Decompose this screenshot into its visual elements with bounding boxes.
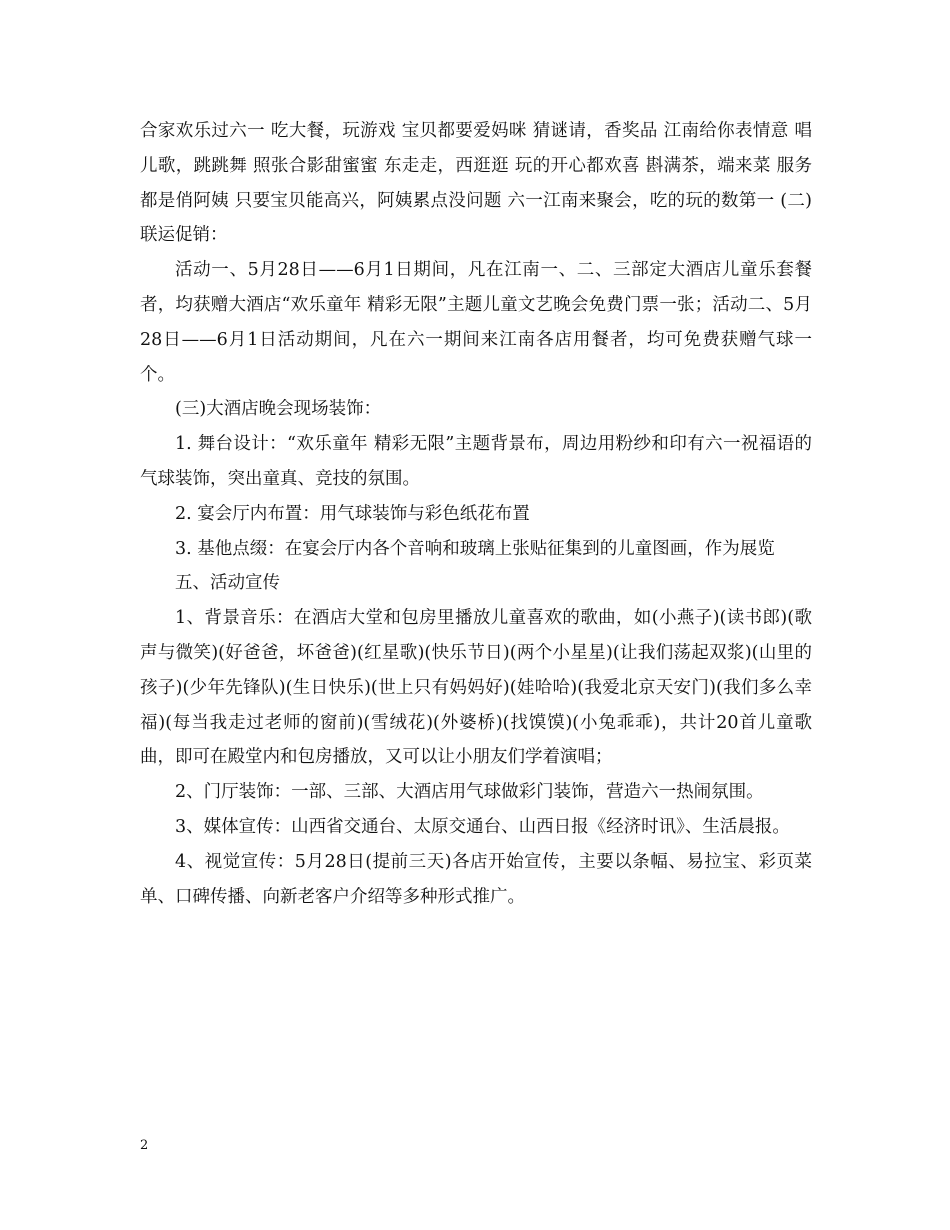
paragraph-background-music: 1、背景音乐：在酒店大堂和包房里播放儿童喜欢的歌曲，如(小燕子)(读书郎)(歌声与微笑)(好爸爸，坏爸爸)(红星歌)(快乐节日)(两个小星星)(让我们荡起双浆)(山里的孩子)(少年先锋队)(生日快乐)(世上只有妈妈好)(娃哈哈)(我爱北京天安门)(我们多么幸福)(每当我走过老师的窗前)(雪绒花)(外婆桥)(找馍馍)(小兔乖乖)，共计20首儿童歌曲，即可在殿堂内和包房播放，又可以让小朋友们学着演唱； (140, 608, 812, 768)
paragraph-children-song: 合家欢乐过六一 吃大餐，玩游戏 宝贝都要爱妈咪 猜谜请，香奖品 江南给你表情意 唱儿歌，跳跳舞 照张合影甜蜜蜜 东走走，西逛逛 玩的开心都欢喜 斟满茶，端来菜 服务都是俏阿姨 只要宝贝能高兴，阿姨累点没问题 六一江南来聚会，吃的玩的数第一 (二)联运促销： (140, 121, 812, 246)
paragraph-promotion-activities: 活动一、5月28日——6月1日期间，凡在江南一、二、三部定大酒店儿童乐套餐者，均获赠大酒店“欢乐童年 精彩无限”主题儿童文艺晚会免费门票一张；活动二、5月28日——6月1日活动期间，凡在六一期间来江南各店用餐者，均可免费获赠气球一个。 (140, 260, 812, 385)
paragraph-other-decoration: 3. 基他点缀：在宴会厅内各个音响和玻璃上张贴征集到的儿童图画，作为展览 (175, 538, 775, 559)
paragraph-visual-publicity: 4、视觉宣传：5月28日(提前三天)各店开始宣传，主要以条幅、易拉宝、彩页菜单、口碑传播、向新老客户介绍等多种形式推广。 (140, 851, 812, 907)
paragraph-stage-design: 1. 舞台设计：“欢乐童年 精彩无限”主题背景布，周边用粉纱和印有六一祝福语的气球装饰，突出童真、竞技的氛围。 (140, 434, 812, 489)
paragraph-venue-decoration-heading: (三)大酒店晚会现场装饰： (175, 399, 382, 420)
paragraph-hall-layout: 2. 宴会厅内布置：用气球装饰与彩色纸花布置 (175, 503, 530, 524)
section-heading-publicity: 五、活动宣传 (175, 573, 280, 594)
page-number: 2 (140, 1138, 149, 1153)
document-body (140, 114, 812, 914)
paragraph-media-publicity: 3、媒体宣传：山西省交通台、太原交通台、山西日报《经济时讯》、生活晨报。 (175, 816, 790, 837)
paragraph-lobby-decoration: 2、门厅装饰：一部、三部、大酒店用气球做彩门装饰，营造六一热闹氛围。 (175, 782, 764, 803)
